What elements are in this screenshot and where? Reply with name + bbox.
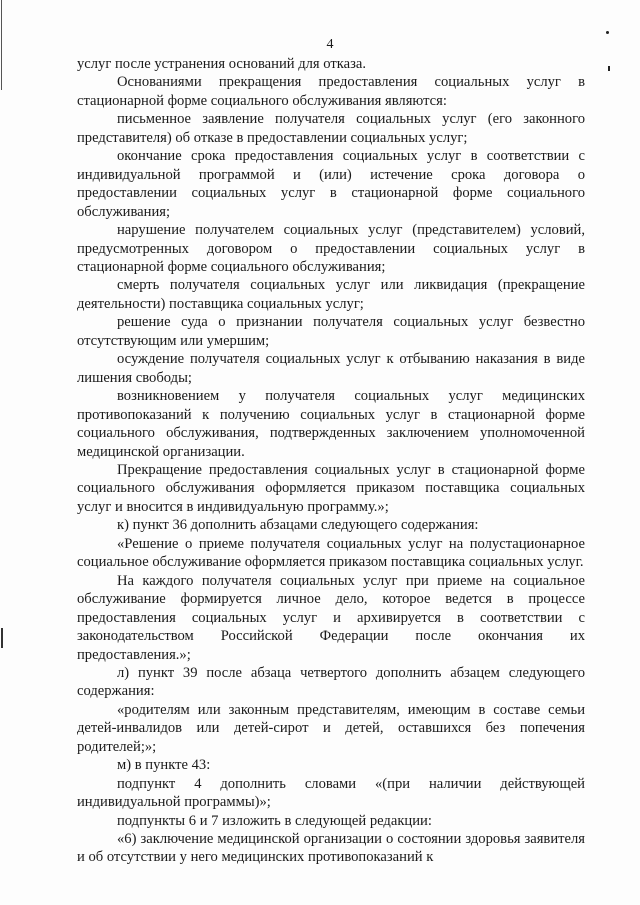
paragraph: осуждение получателя социальных услуг к отбыванию наказания в виде лишения свободы;: [77, 351, 585, 386]
paragraph: решение суда о признании получателя социальных услуг безвестно отсутствующим или умершим;: [77, 314, 585, 349]
paragraph: Прекращение предоставления социальных услуг в стационарной форме социального обслуживания оформляется приказом поставщика социальных услуг и вносится в индивидуальную программу.»;: [77, 461, 585, 515]
scan-speck: [608, 66, 610, 71]
paragraph: подпункты 6 и 7 изложить в следующей редакции:: [117, 812, 432, 829]
paragraph: нарушение получателем социальных услуг (представителем) условий, предусмотренных договором о предоставлении социальных услуг в стационарной форме социального обслуживания;: [77, 222, 585, 275]
paragraph: подпункт 4 дополнить словами «(при наличии действующей индивидуальной программы)»;: [77, 775, 585, 811]
paragraph: м) в пункте 43:: [117, 757, 211, 774]
paragraph: л) пункт 39 после абзаца четвертого дополнить абзацем следующего содержания:: [77, 664, 585, 700]
paragraph: «Решение о приеме получателя социальных услуг на полустационарное социальное обслуживание оформляется приказом поставщика социальных услуг.: [77, 535, 585, 571]
document-body: [77, 55, 585, 867]
paragraph: окончание срока предоставления социальных услуг в соответствии с индивидуальной программой и (или) истечение срока договора о предоставлении социальных услуг в стационарной форме социального обслуживания;: [77, 148, 585, 220]
paragraph: письменное заявление получателя социальных услуг (его законного представителя) об отказе в предоставлении социальных услуг;: [77, 111, 585, 146]
paragraph: смерть получателя социальных услуг или ликвидация (прекращение деятельности) поставщика социальных услуг;: [77, 277, 585, 312]
paragraph: «родителям или законным представителям, имеющим в составе семьи детей-инвалидов или детей-сирот и детей, оставшихся без попечения родителей;»;: [77, 701, 585, 755]
paragraph: На каждого получателя социальных услуг при приеме на социальное обслуживание формируется личное дело, которое ведется в процессе предоставления социальных услуг и архивируется в соответствии с законодательством Российской Федерации после окончания их предоставления.»;: [77, 572, 585, 663]
paragraph: услуг после устранения оснований для отказа.: [77, 56, 367, 72]
paragraph: «6) заключение медицинской организации о состоянии здоровья заявителя и об отсутствии у него медицинских противопоказаний к: [77, 831, 585, 866]
scan-speck: [606, 31, 609, 34]
paragraph: возникновением у получателя социальных услуг медицинских противопоказаний к получению социальных услуг в стационарной форме социального обслуживания, подтвержденных заключением уполномоченной медицинской организации.: [77, 388, 585, 460]
paragraph: к) пункт 36 дополнить абзацами следующего содержания:: [117, 517, 479, 534]
page-number: 4: [326, 37, 334, 52]
scan-edge-line: [1, 628, 3, 648]
paragraph: Основаниями прекращения предоставления социальных услуг в стационарной форме социального обслуживания являются:: [77, 74, 585, 109]
